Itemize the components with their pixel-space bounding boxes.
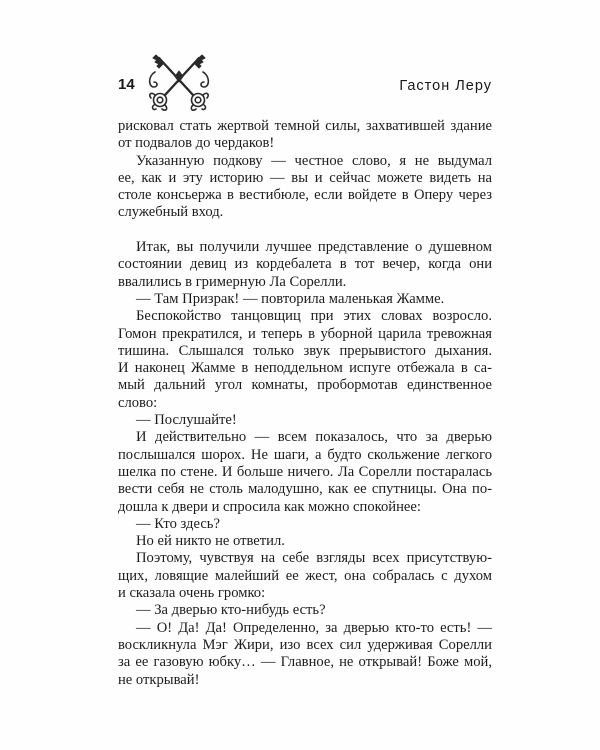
text-line: щих, ловящие малейший ее жест, она собралась с духом [118, 567, 492, 584]
text-line: Итак, вы получили лучшее представление о душевном [136, 239, 492, 256]
paragraph [118, 412, 492, 429]
text-line: вести себя не столь малодушно, как ее спутницы. Она по- [118, 481, 492, 498]
paragraph [118, 620, 492, 689]
paragraph [118, 291, 492, 308]
paragraph [118, 533, 492, 550]
text-line: — Там Призрак! — повторила маленькая Жамме. [136, 290, 445, 307]
text-line: — Послушайте! [136, 412, 237, 429]
text-line: — Кто здесь? [136, 515, 220, 532]
text-line: ввалились в гримерную Ла Сорелли. [118, 273, 347, 290]
paragraph [118, 118, 492, 153]
running-title: Гастон Леру [399, 78, 492, 94]
paragraph [118, 239, 492, 291]
text-line: — За дверью кто-нибудь есть? [136, 602, 326, 619]
text-line: Беспокойство танцовщиц при этих словах возросло. [136, 308, 492, 325]
text-line: Гомон прекратился, и теперь в уборной царила тревожная [118, 325, 492, 342]
text-line: слово: [118, 394, 158, 411]
text-line: тишина. Слышался только звук прерывистого дыхания. [118, 342, 492, 359]
crossing-collar [175, 71, 183, 82]
paragraph [118, 602, 492, 619]
text-line: Указанную подкову — честное слово, я не выдумал [136, 152, 492, 169]
text-line: дошла к двери и спросила как можно спокойнее: [118, 498, 421, 515]
text-line: не открывай! [118, 671, 200, 688]
text-line: Поэтому, чувствуя на себе взгляды всех присутствую- [136, 550, 492, 567]
text-line: и сказала очень громко: [118, 585, 266, 602]
text-line: — О! Да! Да! Определенно, за дверью кто-то есть! — [136, 619, 492, 636]
section-break [118, 222, 492, 239]
text-line: состоянии девиц из кордебалета в тот вечер, когда они [118, 256, 492, 273]
body-text [118, 118, 492, 689]
right-flourish [201, 72, 208, 87]
text-line: за ее газовую юбку… — Главное, не открывай! Боже мой, [118, 654, 492, 671]
text-line: И действительно — всем показалось, что за дверью [136, 429, 492, 446]
page-number: 14 [118, 76, 135, 93]
text-line: мый дальний угол комнаты, пробормотав единственное [118, 377, 492, 394]
text-line: шелка по стене. И больше ничего. Ла Сорелли постаралась [118, 463, 492, 480]
paragraph [118, 308, 492, 412]
text-line: И наконец Жамме в неподдельном испуге отбежала в са- [118, 360, 492, 377]
left-flourish [150, 72, 157, 87]
text-line: послышался шорох. Не шаги, а будто скольжение легкого [118, 446, 492, 463]
text-line: Но ей никто не ответил. [136, 533, 285, 550]
text-line: воскликнула Мэг Жири, изо всех сил удерживая Сорелли [118, 636, 492, 653]
crossed-keys-ornament [147, 50, 211, 112]
text-line: служебный вход. [118, 204, 224, 221]
paragraph [118, 429, 492, 515]
paragraph [118, 550, 492, 602]
crossed-keys-icon [147, 50, 211, 112]
text-line: от подвалов до чердаков! [118, 135, 275, 152]
paragraph [118, 516, 492, 533]
text-line: рисковал стать жертвой темной силы, захватившей здание [118, 118, 492, 134]
text-line: ее, как и эту историю — вы и сейчас можете видеть на [118, 169, 492, 186]
text-line: столе консьержа в вестибюле, если войдете в Оперу через [118, 187, 492, 204]
paragraph [118, 153, 492, 222]
